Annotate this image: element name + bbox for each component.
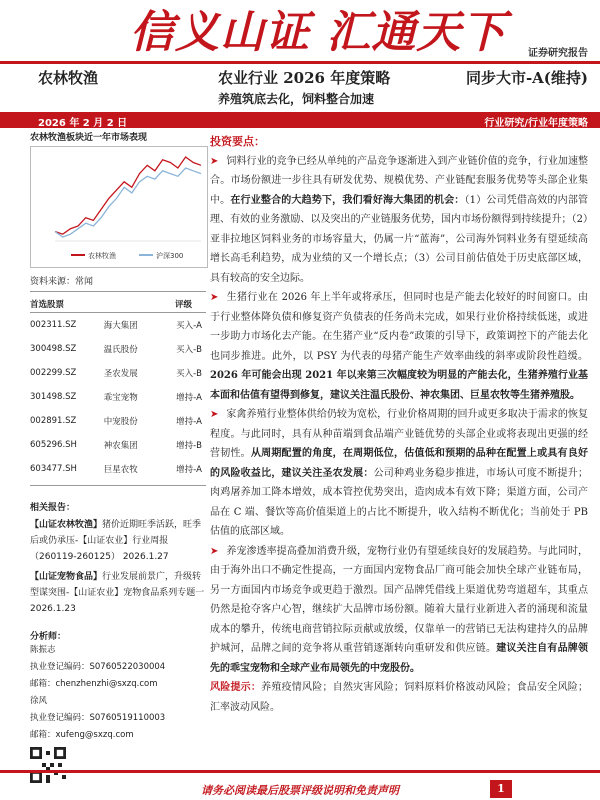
main-content xyxy=(210,132,588,717)
stock-name: 温氏股份 xyxy=(103,345,138,355)
arrow-icon: ➤ xyxy=(210,409,219,420)
sector-name: 农林牧渔 xyxy=(38,69,99,87)
legend-label: 沪深300 xyxy=(156,252,184,260)
stock-code: 300498.SZ xyxy=(30,344,77,354)
analyst-name: 徐风 xyxy=(30,696,48,706)
paragraph-pet: ➤ 养宠渗透率提高叠加消费升级，宠物行业仍有望延续良好的发展趋势。与此同时，由于海外出口不确定性提高，一方面国内宠物食品厂商可能会加快全球产业链布局，另一方面国内市场竞争或更趋于激烈。国产品牌凭借线上渠道优势弯道超车，其重点仍然是抢夺客户心智，继续扩大品牌市场份额。随着大量行业新进入者的涌现和流量成本的攀升，传统电商营销拉际贡献或放缓，仅靠单一的营销已无法构建持久的品牌护城河，品牌之间的竞争将从重营销逐渐转向重研发和供应链。建议关注自有品牌领先的乖宝宠物和全球产业布局领先的中宠股份。 xyxy=(210,545,589,674)
report-title: 农业行业 2026 年度策略 xyxy=(218,69,391,87)
stock-rating: 买入-B xyxy=(176,369,202,379)
risk-warning: 风险提示：养殖疫情风险；自然灾害风险；饲料原料价格波动风险；食品安全风险；汇率波动风险。 xyxy=(210,682,589,713)
related-reports-title: 相关报告： xyxy=(30,503,76,513)
report-header xyxy=(0,0,600,106)
chart-title: 农林牧渔板块近一年市场表现 xyxy=(30,133,148,143)
stock-rating: 增持-A xyxy=(176,417,202,427)
stock-row[interactable] xyxy=(30,433,206,457)
left-sidebar xyxy=(30,130,206,786)
risk-label: 风险提示： xyxy=(210,682,262,693)
divider xyxy=(30,291,206,292)
footer-divider xyxy=(0,770,600,773)
paragraph-feed: ➤ 饲料行业的竞争已经从单纯的产品竞争逐渐进入到产业链价值的竞争，行业加速整合。市场份额进一步往具有研发优势、规模优势、产业链配套服务优势等头部企业集中。在行业整合的大趋势下，我们看好海大集团的机会：（1）公司凭借高效的内部管理、有效的业务激励、以及突出的产业链服务优势，国内市场份额得到持续提升；（2）亚非拉地区饲料业务的市场容量大，仍属一片“蓝海”，公司海外饲料业务有望延续高增长高毛利趋势，成为业绩的又一个增长点；（3）公司目前估值处于历史底部区域，具有较高的安全边际。 xyxy=(210,155,588,284)
stock-rating: 增持-B xyxy=(176,441,202,451)
stock-name: 圣农发展 xyxy=(103,369,138,379)
stock-name: 海大集团 xyxy=(103,321,138,331)
report-subtitle: 养殖筑底去化，饲料整合加速 xyxy=(218,92,375,106)
header-divider xyxy=(0,61,600,64)
report-category: 行业研究/行业年度策略 xyxy=(484,118,588,129)
stock-name: 巨星农牧 xyxy=(103,465,138,475)
page-number: 1 xyxy=(490,780,512,798)
stock-name: 中宠股份 xyxy=(103,417,138,427)
brand-slogan: 信义山证 汇通天下 xyxy=(130,7,507,58)
stocks-header-code: 首选股票 xyxy=(30,296,104,313)
paragraph-poultry: ➤ 家禽养殖行业整体供给仍较为宽松，行业价格周期的回升或更多取决于需求的恢复程度。与此同时，具有从种苗端到食品端产业链优势的头部企业或将表现出更强的经营韧性。从周期配置的角度，在周期低位，估值低和预期的品种在配置上或具有良好的风险收益比，建议关注圣农发展：公司种鸡业务稳步推进，市场认可度不断提升；肉鸡屠养加工降本增效，成本管控优势突出，造肉成本有效下降；渠道方面，公司产品在 C 端、餐饮等高价值渠道上的占比不断提升，收入结构不断优化；当前处于 PB 估值的底部区域。 xyxy=(210,409,589,537)
stock-row[interactable] xyxy=(30,385,206,409)
qr-code-icon xyxy=(30,747,66,783)
stocks-header-rating: 评级 xyxy=(157,296,206,313)
divider xyxy=(30,485,206,486)
series-line-0 xyxy=(55,157,201,234)
stock-code: 605296.SH xyxy=(30,440,77,450)
stock-row[interactable] xyxy=(30,337,206,361)
data-source: 资料来源：常闻 xyxy=(30,277,94,287)
stock-row[interactable] xyxy=(30,457,206,481)
analyst-cert: 执业登记编码：S0760522030004 xyxy=(30,662,166,672)
arrow-icon: ➤ xyxy=(210,545,219,557)
analyst-email[interactable]: 邮箱：chenzhenzhi@sxzq.com xyxy=(30,679,158,689)
legend-label: 农林牧渔 xyxy=(88,252,116,260)
industry-rating: 同步大市-A(维持) xyxy=(465,69,588,87)
stock-code: 301498.SZ xyxy=(30,392,77,402)
analyst-block xyxy=(30,642,206,744)
report-date: 2026 年 2 月 2 日 xyxy=(38,118,128,129)
stock-name: 神农集团 xyxy=(103,441,138,451)
market-performance-chart xyxy=(30,146,208,268)
stock-rating: 买入-B xyxy=(176,345,202,355)
stock-row[interactable] xyxy=(30,361,206,385)
stock-code: 002311.SZ xyxy=(30,320,77,330)
date-bar xyxy=(0,112,600,128)
paragraph-hog: ➤ 生猪行业在 2026 年上半年或将承压，但同时也是产能去化较好的时间窗口。由于行业整体降负债和修复资产负债表的任务尚未完成，如果行业价格持续低迷，或进一步助力市场化去产能。在生猪产业“反内卷”政策的引导下，政策调控下的产能去化也同步推进。此外，以 PSY 为代表的母猪产能生产效率曲线的斜率或阶段性趋缓。2026 年可能会出现 2021 年以来第三次幅度较为明显的产能去化，生猪养殖行业基本面和估值有望得到修复，建议关注温氏股份、神农集团、巨星农牧等生猪养殖股。 xyxy=(210,292,588,401)
analyst-title: 分析师： xyxy=(30,632,67,642)
stock-rating: 增持-A xyxy=(176,393,202,403)
stock-code: 002299.SZ xyxy=(30,368,77,378)
related-report[interactable]: 【山证宠物食品】行业发展前景广，升级转型谋突围-【山证农业】宠物食品系列专题一 2026.1.23 xyxy=(30,572,205,614)
arrow-icon: ➤ xyxy=(210,292,219,303)
stock-rating: 买入-A xyxy=(176,321,202,331)
arrow-icon: ➤ xyxy=(210,155,219,167)
investment-highlights-title: 投资要点： xyxy=(210,135,265,148)
analyst-email[interactable]: 邮箱：xufeng@sxzq.com xyxy=(30,730,134,740)
analyst-name: 陈振志 xyxy=(30,645,56,655)
preferred-stocks-table xyxy=(30,296,206,481)
analyst-cert: 执业登记编码：S0760519110003 xyxy=(30,713,166,723)
related-report[interactable]: 【山证农林牧渔】猪价近期旺季活跃，旺季后或仍承压-【山证农业】行业周报（260119-260125） 2026.1.27 xyxy=(30,520,202,562)
report-type: 证券研究报告 xyxy=(528,48,588,59)
stock-code: 603477.SH xyxy=(30,464,77,474)
chart-svg xyxy=(31,147,207,267)
stock-name: 乖宝宠物 xyxy=(103,393,138,403)
stock-rating: 增持-A xyxy=(176,465,202,475)
stock-row[interactable] xyxy=(30,313,206,338)
disclaimer[interactable]: 请务必阅读最后股票评级说明和免责声明 xyxy=(201,784,399,797)
stock-code: 002891.SZ xyxy=(30,416,77,426)
stock-row[interactable] xyxy=(30,409,206,433)
